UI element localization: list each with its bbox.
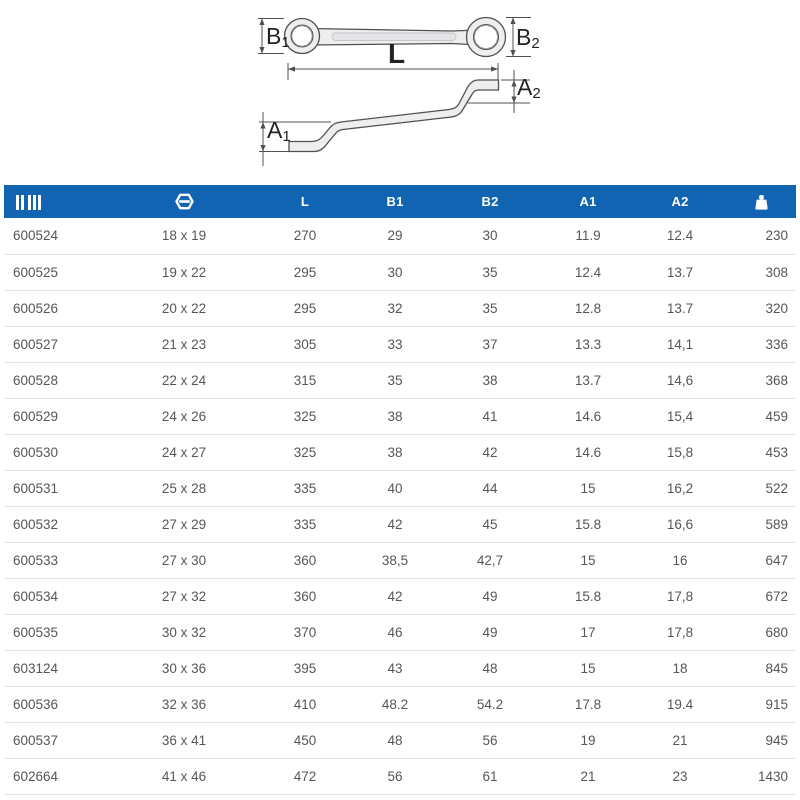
- a2-value: 13.7: [666, 300, 694, 316]
- size-value: 27 x 29: [161, 516, 207, 532]
- b2-value: 56: [482, 732, 498, 748]
- dimension-a2: [468, 70, 541, 113]
- article-number: 600529: [13, 408, 59, 424]
- ring-size-icon: [173, 192, 196, 211]
- b1-value: 42: [387, 588, 403, 604]
- table-row: [4, 398, 796, 434]
- a2-value: 19.4: [666, 696, 694, 712]
- size-value: 18 x 19: [161, 228, 207, 244]
- wrench-technical-drawing: [0, 0, 800, 185]
- weight-value: 459: [765, 408, 788, 424]
- b1-value: 42: [387, 516, 403, 532]
- column-a1: A1: [579, 194, 597, 209]
- l-value: 305: [293, 336, 317, 352]
- article-number: 602664: [13, 768, 59, 784]
- l-value: 395: [293, 660, 317, 676]
- l-value: 450: [293, 732, 317, 748]
- a2-value: 23: [672, 768, 688, 784]
- b2-value: 42,7: [476, 552, 504, 568]
- b2-value: 49: [482, 588, 498, 604]
- l-value: 325: [293, 408, 317, 424]
- l-value: 295: [293, 300, 317, 316]
- b2-value: 41: [482, 408, 498, 424]
- table-row: [4, 758, 796, 794]
- l-value: 315: [293, 372, 317, 388]
- size-value: 30 x 32: [161, 624, 207, 640]
- a2-value: 15,4: [666, 408, 694, 424]
- l-value: 335: [293, 480, 317, 496]
- a1-value: 17: [580, 624, 596, 640]
- column-size: [110, 185, 258, 218]
- table-row: [4, 290, 796, 326]
- b1-label: B1: [266, 23, 290, 51]
- table-row: [4, 542, 796, 578]
- size-value: 25 x 28: [161, 480, 207, 496]
- article-number: 600527: [13, 336, 59, 352]
- a2-value: 13.7: [666, 264, 694, 280]
- b2-value: 54.2: [476, 696, 504, 712]
- article-number: 600525: [13, 264, 59, 280]
- size-value: 27 x 30: [161, 552, 207, 568]
- a1-value: 14.6: [574, 444, 602, 460]
- b1-value: 43: [387, 660, 403, 676]
- a1-value: 12.8: [574, 300, 602, 316]
- l-value: 335: [293, 516, 317, 532]
- size-value: 24 x 27: [161, 444, 207, 460]
- table-row: [4, 650, 796, 686]
- article-number: 600524: [13, 228, 59, 244]
- size-value: 19 x 22: [161, 264, 207, 280]
- a2-value: 14,1: [666, 336, 694, 352]
- size-value: 41 x 46: [161, 768, 207, 784]
- b1-value: 33: [387, 336, 403, 352]
- weight-value: 680: [765, 624, 788, 640]
- weight-value: 672: [765, 588, 788, 604]
- article-number: 600526: [13, 300, 59, 316]
- spec-table: [4, 185, 796, 795]
- column-weight: [726, 185, 796, 218]
- weight-value: 230: [765, 228, 788, 244]
- table-row: [4, 506, 796, 542]
- article-number: 600528: [13, 372, 59, 388]
- l-value: 370: [293, 624, 317, 640]
- table-row: [4, 218, 796, 254]
- a2-value: 16,2: [666, 480, 694, 496]
- article-number: 600534: [13, 588, 59, 604]
- a2-value: 14,6: [666, 372, 694, 388]
- b1-value: 38,5: [381, 552, 409, 568]
- b2-value: 45: [482, 516, 498, 532]
- a1-value: 19: [580, 732, 596, 748]
- b1-value: 46: [387, 624, 403, 640]
- weight-value: 589: [765, 516, 788, 532]
- weight-value: 308: [765, 264, 788, 280]
- a2-value: 12.4: [666, 228, 694, 244]
- a1-value: 13.3: [574, 336, 602, 352]
- b2-value: 35: [482, 300, 498, 316]
- weight-value: 945: [765, 732, 788, 748]
- table-row: [4, 362, 796, 398]
- b2-label: B2: [516, 24, 540, 52]
- a2-value: 17,8: [666, 624, 694, 640]
- b2-value: 44: [482, 480, 498, 496]
- table-row: [4, 434, 796, 470]
- table-row: [4, 470, 796, 506]
- l-value: 295: [293, 264, 317, 280]
- size-value: 24 x 26: [161, 408, 207, 424]
- column-b1: B1: [386, 194, 404, 209]
- l-label: L: [388, 38, 406, 69]
- a1-value: 15: [580, 552, 596, 568]
- wrench-side-view: [289, 80, 499, 152]
- b2-value: 35: [482, 264, 498, 280]
- weight-value: 522: [765, 480, 788, 496]
- b1-value: 32: [387, 300, 403, 316]
- size-value: 32 x 36: [161, 696, 207, 712]
- article-number: 600530: [13, 444, 59, 460]
- table-row: [4, 578, 796, 614]
- b1-value: 48: [387, 732, 403, 748]
- table-body: [4, 218, 796, 794]
- a2-value: 16: [672, 552, 688, 568]
- a1-value: 11.9: [575, 228, 601, 244]
- a1-value: 21: [580, 768, 596, 784]
- weight-value: 368: [765, 372, 788, 388]
- l-value: 360: [293, 552, 317, 568]
- article-number: 600536: [13, 696, 59, 712]
- a1-value: 15.8: [574, 588, 602, 604]
- b1-value: 56: [387, 768, 403, 784]
- b2-value: 61: [482, 768, 498, 784]
- weight-icon: [755, 195, 768, 210]
- l-value: 325: [293, 444, 317, 460]
- a2-label: A2: [517, 74, 541, 102]
- b2-value: 38: [482, 372, 498, 388]
- size-value: 36 x 41: [161, 732, 207, 748]
- a1-value: 12.4: [574, 264, 602, 280]
- size-value: 30 x 36: [161, 660, 207, 676]
- l-value: 472: [293, 768, 317, 784]
- a1-value: 17.8: [574, 696, 602, 712]
- column-l: L: [300, 194, 310, 209]
- size-value: 21 x 23: [161, 336, 207, 352]
- article-number: 600533: [13, 552, 59, 568]
- article-number: 600531: [13, 480, 59, 496]
- a2-value: 21: [672, 732, 688, 748]
- a1-label: A1: [267, 117, 291, 145]
- b2-value: 37: [482, 336, 498, 352]
- article-number: 600535: [13, 624, 59, 640]
- table-header: [4, 185, 796, 218]
- weight-value: 1430: [757, 768, 788, 784]
- b1-value: 38: [387, 444, 403, 460]
- b1-value: 29: [387, 228, 403, 244]
- weight-value: 647: [765, 552, 788, 568]
- weight-value: 845: [765, 660, 788, 676]
- a1-value: 14.6: [574, 408, 602, 424]
- table-row: [4, 614, 796, 650]
- a2-value: 15,8: [666, 444, 694, 460]
- b2-value: 49: [482, 624, 498, 640]
- a2-value: 16,6: [666, 516, 694, 532]
- size-value: 20 x 22: [161, 300, 207, 316]
- b1-value: 48.2: [381, 696, 409, 712]
- size-value: 27 x 32: [161, 588, 207, 604]
- weight-value: 320: [765, 300, 788, 316]
- b1-value: 30: [387, 264, 403, 280]
- column-article: [4, 185, 110, 218]
- b1-value: 38: [387, 408, 403, 424]
- column-a2: A2: [671, 194, 689, 209]
- b2-value: 30: [482, 228, 498, 244]
- l-value: 410: [293, 696, 317, 712]
- dimension-b1: [258, 19, 290, 54]
- weight-value: 453: [765, 444, 788, 460]
- a1-value: 15.8: [574, 516, 602, 532]
- a2-value: 17,8: [666, 588, 694, 604]
- table-row: [4, 722, 796, 758]
- column-b2: B2: [481, 194, 499, 209]
- dimension-b2: [506, 18, 540, 57]
- a2-value: 18: [672, 660, 688, 676]
- b1-value: 35: [387, 372, 403, 388]
- weight-value: 915: [765, 696, 788, 712]
- b1-value: 40: [387, 480, 403, 496]
- barcode-icon: [16, 195, 43, 210]
- article-number: 600532: [13, 516, 59, 532]
- a1-value: 15: [580, 480, 596, 496]
- b2-value: 48: [482, 660, 498, 676]
- a1-value: 13.7: [574, 372, 602, 388]
- a1-value: 15: [580, 660, 596, 676]
- table-row: [4, 254, 796, 290]
- table-row: [4, 686, 796, 722]
- l-value: 270: [293, 228, 317, 244]
- b2-value: 42: [482, 444, 498, 460]
- article-number: 600537: [13, 732, 59, 748]
- weight-value: 336: [765, 336, 788, 352]
- table-row: [4, 326, 796, 362]
- article-number: 603124: [13, 660, 59, 676]
- l-value: 360: [293, 588, 317, 604]
- size-value: 22 x 24: [161, 372, 207, 388]
- table-header-row: [4, 185, 796, 218]
